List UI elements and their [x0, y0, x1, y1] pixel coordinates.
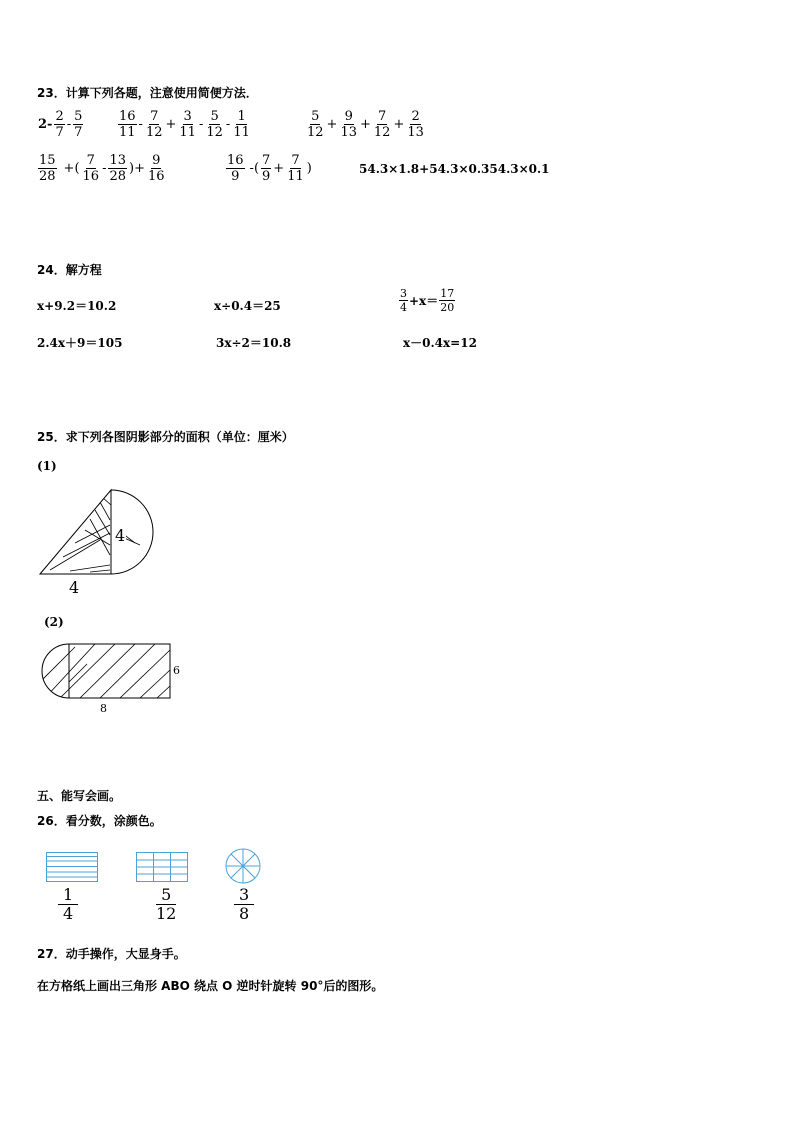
fraction: $\frac{17}{20}$ — [440, 287, 455, 314]
fraction: $\frac{2}{13}$ — [407, 109, 424, 140]
fraction: $\frac{3}{4}$ — [400, 287, 407, 314]
q23-e1-lead: 2- — [38, 117, 53, 132]
fraction: $\frac{9}{16}$ — [147, 153, 165, 184]
q23-expr-6: 54.3×1.8+54.3×0.354.3×0.1 — [359, 162, 550, 176]
q27-body: 在方格纸上画出三角形 ABO 绕点 O 逆时针旋转 90°后的图形。 — [37, 979, 384, 993]
q24-eq-5: 3x÷2＝10.8 — [216, 336, 292, 350]
fraction: $\frac{7}{12}$ — [373, 109, 391, 140]
q25-fig2-width-label: 8 — [100, 702, 107, 715]
fraction: $\frac{5}{12}$ — [206, 109, 223, 140]
rectangle — [69, 644, 170, 698]
semicircle — [42, 644, 69, 698]
q23-expr-2: $\frac{16}{11}$ - $\frac{7}{12}$ + $\frac{3}{11}$ - $\frac{5}{12}$ - $\frac{1}{11}$ — [119, 109, 250, 140]
q23-expr-3: $\frac{5}{12}$ + $\frac{9}{13}$ + $\frac{7}{12}$ + $\frac{2}{13}$ — [307, 109, 424, 140]
fraction: $\frac{15}{28}$ — [39, 153, 56, 184]
fraction: $\frac{7}{12}$ — [145, 109, 163, 140]
q26-fraction-2: $\frac{5}{12}$ — [156, 885, 177, 923]
q25-fig2-height-label: 6 — [173, 664, 180, 677]
q23-expr-4: $\frac{15}{28}$ +( $\frac{7}{16}$ - $\frac{13}{28}$ )+ $\frac{9}{16}$ — [39, 153, 165, 184]
q25-figure-1 — [30, 485, 160, 580]
q24-eq-4: 2.4x＋9＝105 — [37, 336, 123, 350]
fraction: $\frac{1}{11}$ — [233, 109, 250, 140]
fraction: $\frac{3}{11}$ — [179, 109, 196, 140]
q25-part-2-label: (2) — [44, 615, 64, 629]
fraction: $\frac{5}{12}$ — [307, 109, 324, 140]
fraction: $\frac{7}{16}$ — [82, 153, 100, 184]
q23-expr-1: 2- $\frac{2}{7}$ - $\frac{5}{7}$ — [38, 109, 83, 140]
q25-figure-2 — [35, 642, 175, 700]
q24-eq-1: x+9.2＝10.2 — [37, 299, 117, 313]
q23-expr-5: $\frac{16}{9}$ -( $\frac{7}{9}$ + $\frac{7}{11}$ ) — [227, 153, 312, 184]
q24-eq-2: x÷0.4＝25 — [214, 299, 281, 313]
q24-eq-3: $\frac{3}{4}$ +x＝ $\frac{17}{20}$ — [400, 287, 455, 314]
q26-title: 26．看分数，涂颜色。 — [37, 814, 162, 828]
q25-fig1-base-label: 4 — [69, 578, 80, 597]
q26-fraction-3: $\frac{3}{8}$ — [233, 887, 255, 922]
q27-title: 27．动手操作，大显身手。 — [37, 947, 186, 961]
q25-part-1-label: (1) — [37, 459, 57, 473]
q24-eq-6: x－0.4x=12 — [403, 336, 477, 350]
q26-shape-stripes-rect — [46, 852, 98, 882]
q23-title: 23．计算下列各题，注意使用简便方法． — [37, 86, 258, 100]
fraction: $\frac{2}{7}$ — [55, 109, 64, 140]
q25-fig1-height-label: 4 — [115, 526, 126, 545]
fraction: $\frac{7}{11}$ — [287, 153, 304, 184]
q24-title: 24．解方程 — [37, 263, 102, 277]
fraction: $\frac{13}{28}$ — [109, 153, 127, 184]
fraction: $\frac{16}{9}$ — [227, 153, 244, 184]
q26-shape-circle-8 — [225, 848, 261, 884]
fraction: $\frac{5}{7}$ — [74, 109, 83, 140]
q26-fraction-1: $\frac{1}{4}$ — [57, 887, 79, 922]
section-5-title: 五、能写会画。 — [37, 789, 122, 803]
fraction: $\frac{7}{9}$ — [262, 153, 271, 184]
triangle — [40, 490, 111, 574]
fraction: $\frac{9}{13}$ — [340, 109, 357, 140]
hatch-lines — [40, 644, 170, 698]
q25-title: 25．求下列各图阴影部分的面积（单位：厘米） — [37, 430, 294, 444]
fraction: $\frac{16}{11}$ — [119, 109, 136, 140]
q26-shape-grid-rect — [136, 852, 188, 882]
